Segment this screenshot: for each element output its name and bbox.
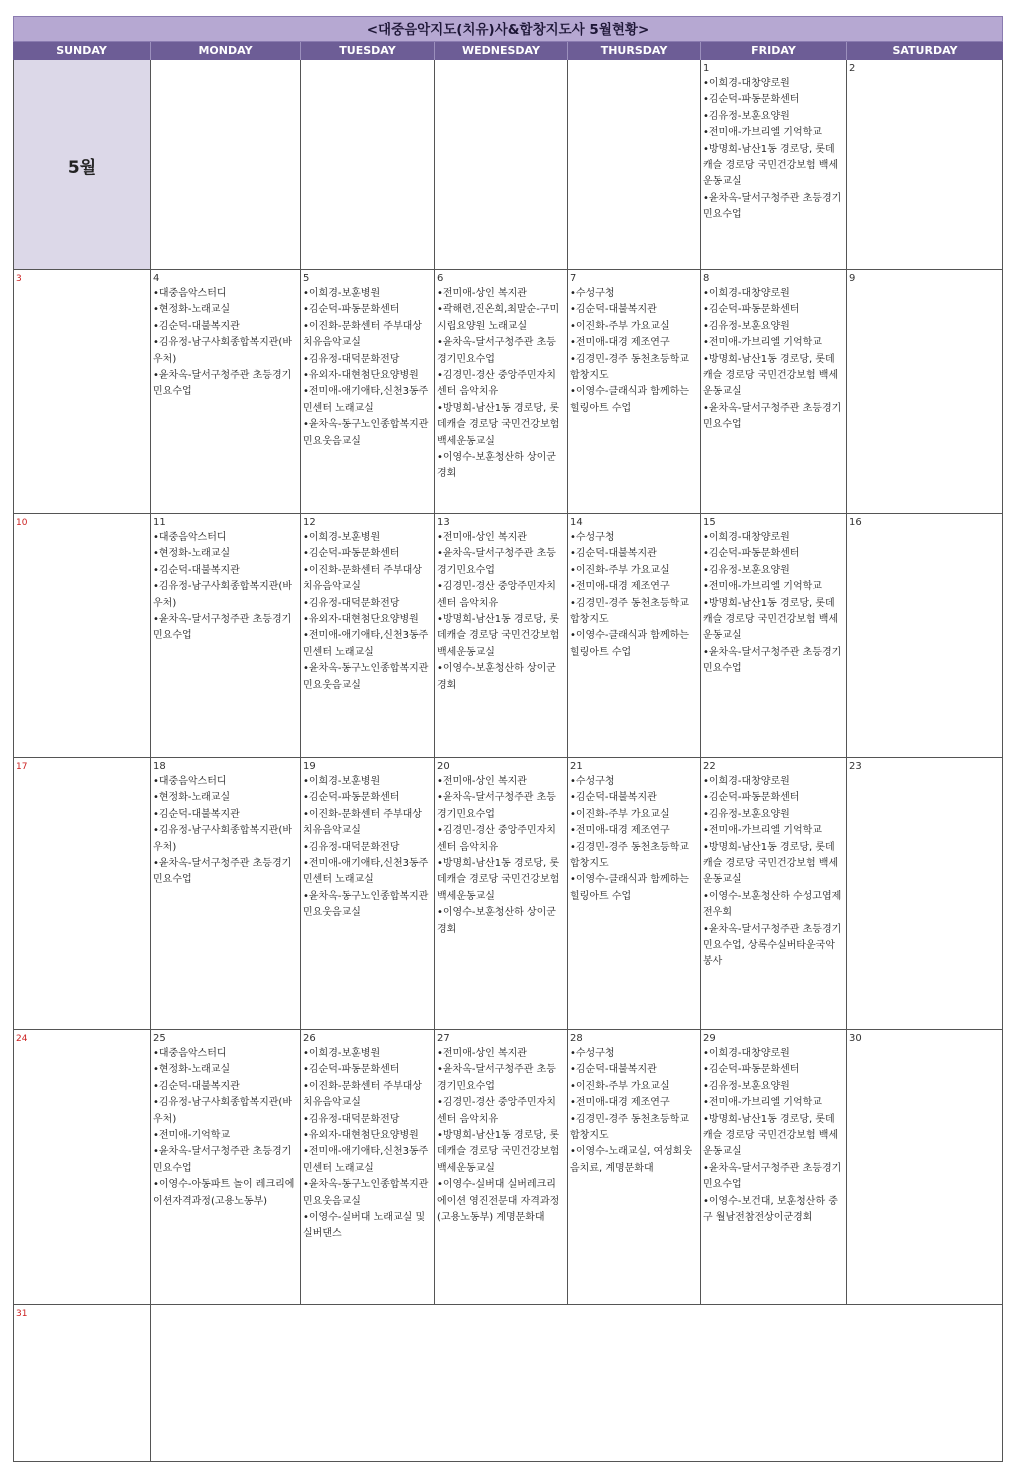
day-number: 30 (849, 1033, 862, 1044)
schedule-entry: •전미애-대경 제조연구 (570, 825, 670, 837)
schedule-entry: •이영수-보훈청산하 상이군경회 (437, 452, 556, 480)
schedule-entry: •전미애-애기애타,신천3동주민센터 노래교실 (303, 858, 429, 886)
day-number: 22 (703, 761, 716, 772)
schedule-entry: •김유정-보훈요양원 (703, 808, 790, 820)
schedule-entry: •김순덕-대불복지관 (570, 1064, 657, 1076)
schedule-entry: •윤차옥-달서구청주관 초등경기민요수업 (437, 548, 556, 576)
empty-day-cell (301, 60, 435, 269)
schedule-entry: •김유정-대덕문화전당 (303, 597, 400, 609)
schedule-entry: •현정화-노래교실 (153, 548, 231, 560)
day-number: 16 (849, 517, 862, 528)
schedule-entry: •김순덕-파동문화센터 (703, 1064, 800, 1076)
schedule-entry: •윤차옥-달서구청주관 초등경기민요수업, 상록수실버타운국악봉사 (703, 923, 842, 968)
day-number: 31 (16, 1309, 28, 1319)
day-cell-22 (701, 758, 847, 1029)
schedule-entry: •방명희-남산1동 경로당, 롯데캐슬 경로당 국민건강보험 백세운동교실 (703, 1113, 839, 1158)
schedule-entry: •대중음악스터디 (153, 1048, 227, 1059)
day-cell-10 (13, 514, 151, 757)
schedule-entry: •이영수-노래교실, 여성회웃음치료, 계명문화대 (570, 1146, 693, 1174)
schedule-entry: •윤차옥-동구노인종합복지관 민요웃음교실 (303, 1179, 429, 1207)
schedule-entry: •김순덕-대불복지관 (570, 792, 657, 804)
weekday-header (13, 42, 1003, 60)
schedule-entry: •김순덕-파동문화센터 (303, 1064, 400, 1076)
schedule-entry: •전미애-상인 복지관 (437, 776, 527, 787)
schedule-entry: •김경민-경산 중앙주민자치센터 음악치유 (437, 370, 556, 398)
day-number: 6 (437, 273, 444, 284)
schedule-entry: •방명희-남산1동 경로당, 롯데캐슬 경로당 국민건강보험 백세운동교실 (703, 597, 839, 642)
schedule-entry: •김순덕-파동문화센터 (703, 548, 800, 560)
day-number: 25 (153, 1033, 166, 1044)
empty-day-cell (568, 60, 701, 269)
day-number: 21 (570, 761, 583, 772)
day-number: 19 (303, 761, 316, 772)
schedule-entry: •수성구청 (570, 776, 615, 787)
day-cell-14 (568, 514, 701, 757)
schedule-entry: •이영수-실버대 실버레크리에이션 영진전문대 자격과정(고용노동부) 계명문화대 (437, 1179, 560, 1224)
week-row-1 (13, 60, 1003, 270)
schedule-entry: •유외자-대현첨단요양병원 (303, 1130, 419, 1142)
calendar-title: <대중음악지도(치유)사&합창지도사 5월현황> (13, 16, 1003, 42)
schedule-entry: •윤차옥-동구노인종합복지관 민요웃음교실 (303, 663, 429, 691)
schedule-entry: •현정화-노래교실 (153, 792, 231, 804)
schedule-entry: •이희경-보훈병원 (303, 288, 381, 299)
schedule-entry: •이진화-문화센터 주부대상 치유음악교실 (303, 564, 422, 593)
day-header-monday: MONDAY (151, 42, 301, 60)
schedule-entry: •이진화-문화센터 주부대상 치유음악교실 (303, 808, 422, 837)
day-number: 4 (153, 273, 160, 284)
calendar-weeks (13, 60, 1003, 1305)
schedule-entry: •이희경-보훈병원 (303, 1048, 381, 1059)
week-row-4 (13, 758, 1003, 1030)
day-cell-13 (435, 514, 568, 757)
schedule-entry: •윤차옥-동구노인종합복지관 민요웃음교실 (303, 890, 429, 919)
schedule-entry: •전미애-가브리엘 기억학교 (703, 337, 822, 349)
day-header-saturday: SATURDAY (892, 44, 958, 57)
schedule-entry: •대중음악스터디 (153, 776, 227, 787)
schedule-entry: •윤차옥-달서구청주관 초등경기민요수업 (703, 1162, 842, 1191)
schedule-entry: •전미애-대경 제조연구 (570, 581, 670, 593)
day-header-friday: FRIDAY (701, 42, 847, 60)
day-cell-15 (701, 514, 847, 757)
schedule-entry: •이희경-대창양로원 (703, 78, 790, 89)
day-cell-27 (435, 1030, 568, 1304)
schedule-entry: •이영수-보훈청산하 수성고엽제전우회 (703, 890, 842, 919)
day-number: 20 (437, 761, 450, 772)
schedule-entry: •이영수-보훈청산하 상이군경회 (437, 663, 556, 691)
schedule-entry: •김순덕-파동문화센터 (703, 94, 800, 106)
schedule-entry: •전미애-애기애타,신천3동주민센터 노래교실 (303, 1146, 429, 1174)
schedule-entry: •현정화-노래교실 (153, 304, 231, 316)
schedule-entry: •전미애-애기애타,신천3동주민센터 노래교실 (303, 630, 429, 658)
month-label: 5월 (67, 158, 97, 178)
schedule-entry: •윤차옥-달서구청주관 초등경기민요수업 (153, 614, 292, 642)
calendar (13, 16, 1003, 1462)
day-number: 3 (16, 274, 22, 284)
schedule-entry: •김유정-보훈요양원 (703, 110, 790, 122)
schedule-entry: •김경민-경산 중앙주민자치센터 음악치유 (437, 825, 556, 853)
day-number: 24 (16, 1034, 28, 1044)
week-row-3 (13, 514, 1003, 758)
schedule-entry: •전미애-가브리엘 기억학교 (703, 581, 822, 593)
day-cell-6 (435, 270, 568, 513)
day-header-wednesday: WEDNESDAY (435, 42, 568, 60)
schedule-entry: •김경민-경산 중앙주민자치센터 음악치유 (437, 1097, 556, 1125)
schedule-entry: •김순덕-파동문화센터 (703, 304, 800, 316)
schedule-entry: •김유정-남구사회종합복지관(바우처) (153, 1097, 292, 1125)
schedule-entry: •윤차옥-달서구청주관 초등경기민요수업 (153, 1146, 292, 1174)
schedule-entry: •윤차옥-달서구청주관 초등경기민요수업 (153, 858, 292, 886)
schedule-entry: •대중음악스터디 (153, 532, 227, 543)
schedule-entry: •수성구청 (570, 1048, 615, 1059)
day-number: 12 (303, 517, 316, 528)
schedule-entry: •이영수-실버대 노래교실 및 실버댄스 (303, 1212, 426, 1240)
day-cell-12 (301, 514, 435, 757)
schedule-entry: •김유정-남구사회종합복지관(바우처) (153, 581, 292, 609)
month-label-cell (13, 60, 151, 269)
schedule-entry: •이영수-클래식과 함께하는 힐링아트 수업 (570, 386, 689, 414)
schedule-entry: •곽해련,진온희,최말순-구미시립요양원 노래교실 (437, 304, 560, 332)
day-cell-30 (847, 1030, 1003, 1304)
day-cell-4 (151, 270, 301, 513)
schedule-entry: •윤차옥-달서구청주관 초등경기민요수업 (437, 337, 556, 365)
schedule-entry: •이영수-아동파트 놀이 레크리에이션자격과정(고용노동부) (153, 1179, 295, 1207)
schedule-entry: •전미애-기억학교 (153, 1130, 231, 1142)
schedule-entry: •윤차옥-달서구청주관 초등경기민요수업 (437, 792, 556, 820)
day-cell-9 (847, 270, 1003, 513)
day-header-tuesday: TUESDAY (301, 42, 435, 60)
schedule-entry: •이영수-보건대, 보훈청산하 중구 월남전참전상이군경회 (703, 1195, 838, 1224)
schedule-entry: •방명희-남산1동 경로당, 롯데캐슬 경로당 국민건강보험 백세운동교실 (703, 143, 839, 188)
day-number: 9 (849, 273, 856, 284)
day-number: 18 (153, 761, 166, 772)
schedule-entry: •이희경-보훈병원 (303, 776, 381, 787)
schedule-entry: •이진화-주부 가요교실 (570, 320, 670, 332)
day-cell-31 (13, 1305, 151, 1461)
schedule-entry: •이희경-대창양로원 (703, 776, 790, 787)
schedule-entry: •김유정-대덕문화전당 (303, 841, 400, 853)
schedule-entry: •방명희-남산1동 경로당, 롯데캐슬 경로당 국민건강보험 백세운동교실 (437, 402, 560, 447)
empty-day-cell (151, 60, 301, 269)
schedule-entry: •유외자-대현첨단요양병원 (303, 370, 419, 382)
schedule-entry: •전미애-상인 복지관 (437, 1048, 527, 1059)
day-number: 7 (570, 273, 577, 284)
schedule-entry: •전미애-가브리엘 기억학교 (703, 127, 822, 139)
day-cell-8 (701, 270, 847, 513)
schedule-entry: •김경민-경주 동천초등학교 합창지도 (570, 597, 689, 626)
schedule-entry: •김순덕-파동문화센터 (703, 792, 800, 804)
schedule-entry: •전미애-대경 제조연구 (570, 1097, 670, 1109)
day-number: 1 (703, 63, 710, 74)
schedule-entry: •대중음악스터디 (153, 288, 227, 299)
schedule-entry: •김유정-보훈요양원 (703, 1080, 790, 1092)
day-cell-25 (151, 1030, 301, 1304)
day-number: 27 (437, 1033, 450, 1044)
schedule-entry: •김유정-대덕문화전당 (303, 1113, 400, 1125)
schedule-entry: •김경민-경주 동천초등학교 합창지도 (570, 1113, 689, 1142)
schedule-entry: •방명희-남산1동 경로당, 롯데캐슬 경로당 국민건강보험 백세운동교실 (703, 841, 839, 886)
schedule-entry: •김순덕-대불복지관 (153, 1080, 240, 1092)
day-number: 17 (16, 762, 28, 772)
schedule-entry: •이진화-문화센터 주부대상 치유음악교실 (303, 320, 422, 349)
day-number: 11 (153, 517, 166, 528)
day-cell-20 (435, 758, 568, 1029)
schedule-entry: •김경민-경주 동천초등학교 합창지도 (570, 841, 689, 870)
schedule-entry: •전미애-가브리엘 기억학교 (703, 1097, 822, 1109)
schedule-entry: •윤차옥-달서구청주관 초등경기민요수업 (703, 646, 842, 675)
week-row-2 (13, 270, 1003, 514)
schedule-entry: •윤차옥-달서구청주관 초등경기민요수업 (153, 370, 292, 398)
day-header-sunday: SUNDAY (13, 42, 151, 60)
day-number: 13 (437, 517, 450, 528)
empty-merged-cell (151, 1305, 1003, 1461)
schedule-entry: •김순덕-대불복지관 (153, 320, 240, 332)
week-row-6 (13, 1305, 1003, 1462)
day-cell-5 (301, 270, 435, 513)
day-number: 26 (303, 1033, 316, 1044)
day-cell-28 (568, 1030, 701, 1304)
schedule-entry: •전미애-대경 제조연구 (570, 337, 670, 349)
schedule-entry: •윤차옥-동구노인종합복지관 민요웃음교실 (303, 419, 429, 447)
day-cell-21 (568, 758, 701, 1029)
day-number: 14 (570, 517, 583, 528)
day-cell-11 (151, 514, 301, 757)
schedule-entry: •이영수-클래식과 함께하는 힐링아트 수업 (570, 630, 689, 658)
empty-day-cell (435, 60, 568, 269)
schedule-entry: •이희경-대창양로원 (703, 1048, 790, 1059)
schedule-entry: •김순덕-파동문화센터 (303, 792, 400, 804)
day-cell-1 (701, 60, 847, 269)
schedule-entry: •윤차옥-달서구청주관 초등경기민요수업 (703, 192, 842, 221)
schedule-entry: •김순덕-대불복지관 (570, 304, 657, 316)
day-number: 8 (703, 273, 710, 284)
schedule-entry: •방명희-남산1동 경로당, 롯데캐슬 경로당 국민건강보험 백세운동교실 (437, 614, 560, 658)
schedule-entry: •김유정-대덕문화전당 (303, 353, 400, 365)
day-number: 15 (703, 517, 716, 528)
schedule-entry: •윤차옥-달서구청주관 초등경기민요수업 (703, 402, 842, 431)
day-number: 10 (16, 518, 28, 528)
schedule-entry: •이진화-문화센터 주부대상 치유음악교실 (303, 1080, 422, 1109)
schedule-entry: •현정화-노래교실 (153, 1064, 231, 1076)
schedule-entry: •방명희-남산1동 경로당, 롯데캐슬 경로당 국민건강보험 백세운동교실 (703, 353, 839, 398)
schedule-entry: •김순덕-파동문화센터 (303, 548, 400, 560)
day-cell-3 (13, 270, 151, 513)
schedule-entry: •김유정-보훈요양원 (703, 320, 790, 332)
day-number: 23 (849, 761, 862, 772)
day-number: 29 (703, 1033, 716, 1044)
week-row-5 (13, 1030, 1003, 1305)
schedule-entry: •이진화-주부 가요교실 (570, 808, 670, 820)
schedule-entry: •수성구청 (570, 532, 615, 543)
schedule-entry: •김순덕-파동문화센터 (303, 304, 400, 316)
schedule-entry: •김유정-보훈요양원 (703, 564, 790, 576)
day-number: 5 (303, 273, 310, 284)
schedule-entry: •이진화-주부 가요교실 (570, 564, 670, 576)
schedule-entry: •김경민-경주 동천초등학교 합창지도 (570, 353, 689, 382)
schedule-entry: •수성구청 (570, 288, 615, 299)
schedule-entry: •방명희-남산1동 경로당, 롯데캐슬 경로당 국민건강보험 백세운동교실 (437, 858, 560, 902)
schedule-entry: •이영수-보훈청산하 상이군경회 (437, 907, 556, 935)
day-cell-26 (301, 1030, 435, 1304)
schedule-entry: •이희경-대창양로원 (703, 532, 790, 543)
day-cell-29 (701, 1030, 847, 1304)
day-cell-16 (847, 514, 1003, 757)
schedule-entry: •김경민-경산 중앙주민자치센터 음악치유 (437, 581, 556, 609)
schedule-entry: •전미애-애기애타,신천3동주민센터 노래교실 (303, 386, 429, 414)
schedule-entry: •유외자-대현첨단요양병원 (303, 614, 419, 626)
schedule-entry: •이희경-대창양로원 (703, 288, 790, 299)
schedule-entry: •이희경-보훈병원 (303, 532, 381, 543)
day-header-thursday: THURSDAY (568, 42, 701, 60)
schedule-entry: •이진화-주부 가요교실 (570, 1080, 670, 1092)
day-cell-19 (301, 758, 435, 1029)
day-number: 2 (849, 63, 856, 74)
day-cell-2 (847, 60, 1003, 269)
schedule-entry: •전미애-가브리엘 기억학교 (703, 825, 822, 837)
day-number: 28 (570, 1033, 583, 1044)
schedule-entry: •김유정-남구사회종합복지관(바우처) (153, 825, 292, 853)
day-cell-23 (847, 758, 1003, 1029)
schedule-entry: •방명희-남산1동 경로당, 롯데캐슬 경로당 국민건강보험 백세운동교실 (437, 1130, 560, 1174)
schedule-entry: •김순덕-대불복지관 (153, 808, 240, 820)
schedule-entry: •이영수-클래식과 함께하는 힐링아트 수업 (570, 874, 689, 902)
schedule-entry: •김순덕-대불복지관 (153, 564, 240, 576)
schedule-entry: •전미애-상인 복지관 (437, 532, 527, 543)
schedule-entry: •김유정-남구사회종합복지관(바우처) (153, 337, 292, 365)
schedule-entry: •윤차옥-달서구청주관 초등경기민요수업 (437, 1064, 556, 1092)
day-cell-17 (13, 758, 151, 1029)
schedule-entry: •전미애-상인 복지관 (437, 288, 527, 299)
day-cell-24 (13, 1030, 151, 1304)
schedule-entry: •김순덕-대불복지관 (570, 548, 657, 560)
day-cell-18 (151, 758, 301, 1029)
day-cell-7 (568, 270, 701, 513)
